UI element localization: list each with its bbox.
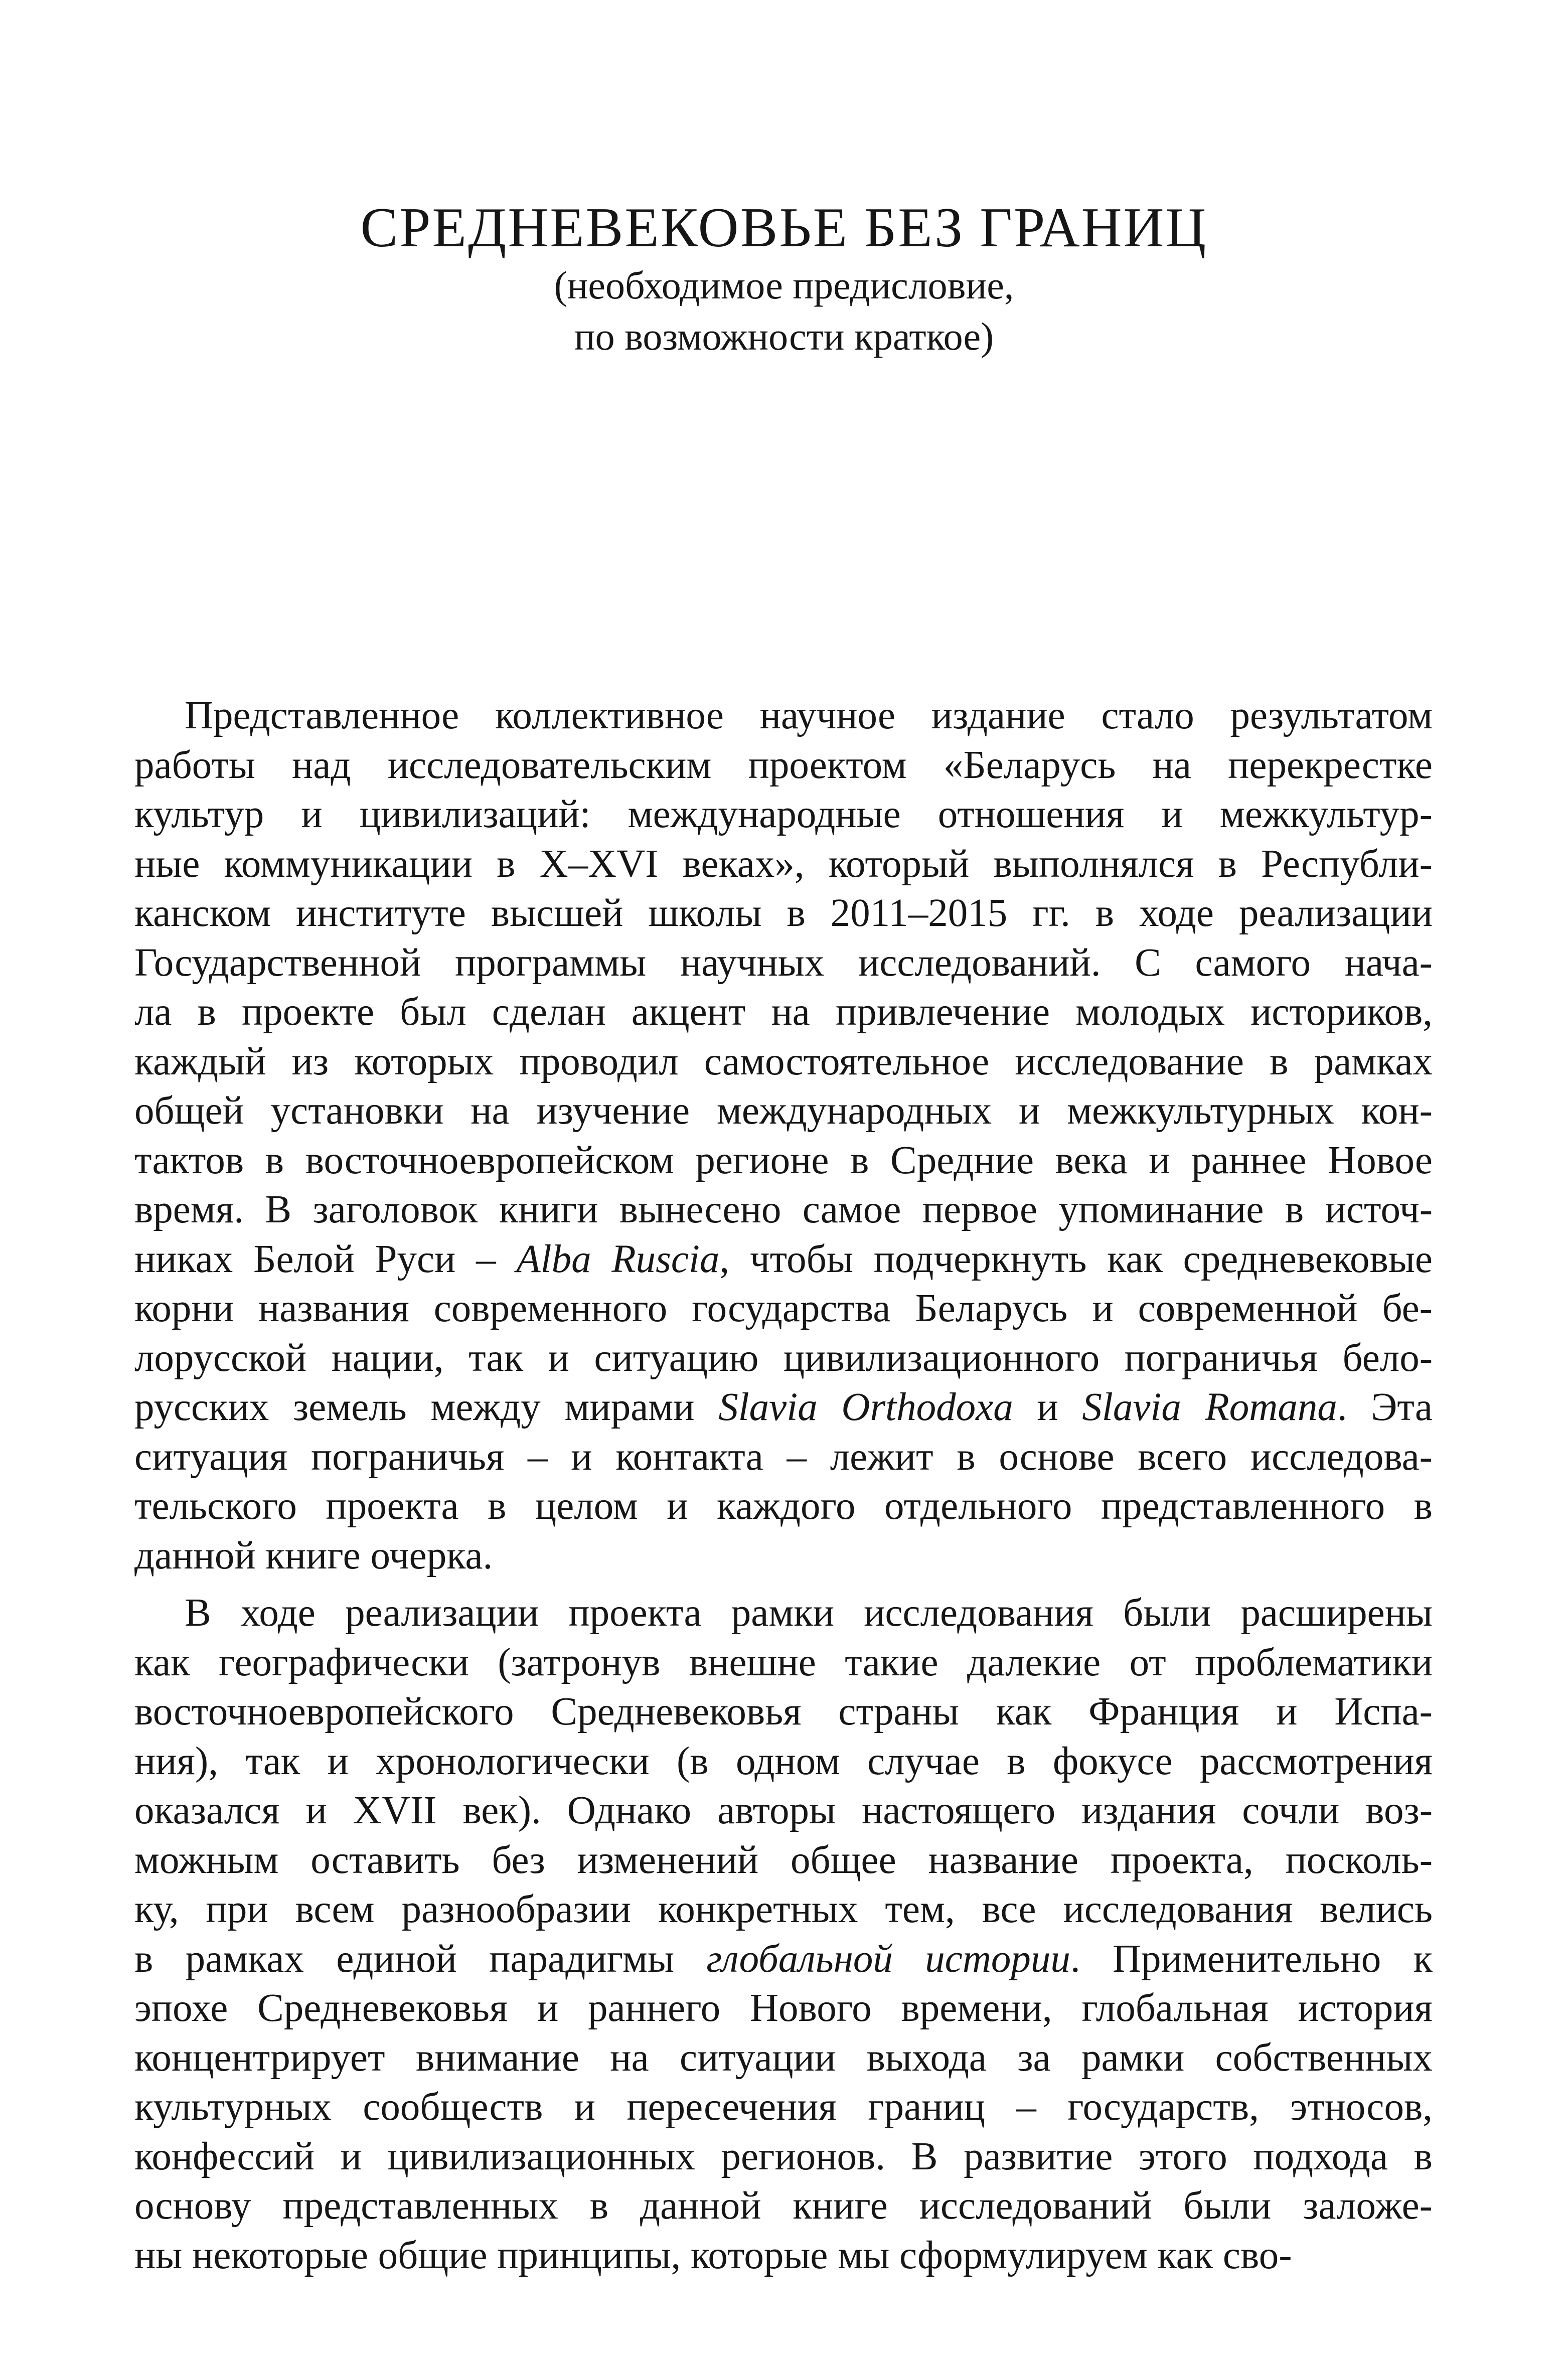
- paragraph: [134, 1589, 1433, 2280]
- text-line: [134, 1885, 1433, 1935]
- text-segment: лорусской нации, так и ситуацию цивилизационного пограничья бело-: [134, 1336, 1433, 1380]
- text-line: [134, 1935, 1433, 1984]
- text-segment: работы над исследовательским проектом «Беларусь на перекрестке: [134, 743, 1433, 787]
- chapter-subtitle-line-2: по возможности краткое): [574, 314, 994, 358]
- text-segment: корни названия современного государства Беларусь и современной бе-: [134, 1287, 1433, 1330]
- text-line: [134, 2181, 1433, 2231]
- text-segment: В ходе реализации проекта рамки исследования были расширены: [185, 1591, 1433, 1635]
- text-segment: культур и цивилизаций: международные отношения и межкультур-: [134, 793, 1433, 836]
- text-line: [134, 1185, 1433, 1235]
- text-line: [134, 1334, 1433, 1383]
- text-segment: эпохе Средневековья и раннего Нового времени, глобальная история: [134, 1986, 1433, 2030]
- text-segment: каждый из которых проводил самостоятельное исследование в рамках: [134, 1039, 1433, 1083]
- italic-text: глобальной истории: [706, 1937, 1070, 1981]
- text-segment: . Эта: [1337, 1385, 1433, 1429]
- text-line: [134, 889, 1433, 938]
- italic-text: Slavia Orthodoxa: [718, 1385, 1013, 1429]
- text-line: [134, 691, 1433, 741]
- text-segment: ния), так и хронологически (в одном случае в фокусе рассмотрения: [134, 1739, 1433, 1783]
- text-segment: ные коммуникации в X–XVI веках», который выполнялся в Республи-: [134, 842, 1433, 886]
- text-segment: в рамках единой парадигмы: [134, 1937, 707, 1981]
- text-segment: , чтобы подчеркнуть как средневековые: [719, 1237, 1433, 1281]
- text-segment: Представленное коллективное научное издание стало результатом: [185, 694, 1433, 737]
- text-line: [134, 1737, 1433, 1787]
- text-segment: ситуация пограничья – и контакта – лежит в основе всего исследова-: [134, 1435, 1433, 1479]
- text-line: [134, 1037, 1433, 1087]
- text-segment: можным оставить без изменений общее название проекта, посколь-: [134, 1838, 1433, 1882]
- text-line: [134, 840, 1433, 889]
- text-segment: тельского проекта в целом и каждого отдельного представленного в: [134, 1484, 1433, 1528]
- body-text: [134, 691, 1433, 2280]
- text-segment: ку, при всем разнообразии конкретных тем, все исследования велись: [134, 1888, 1433, 1931]
- text-segment: основу представленных в данной книге исследований были заложе-: [134, 2184, 1433, 2228]
- text-line: [134, 1687, 1433, 1737]
- chapter-title: СРЕДНЕВЕКОВЬЕ БЕЗ ГРАНИЦ: [360, 197, 1208, 259]
- text-line: [134, 988, 1433, 1037]
- text-line: [134, 1638, 1433, 1688]
- text-segment: концентрирует внимание на ситуации выхода за рамки собственных: [134, 2035, 1433, 2080]
- chapter-subtitle-line-1: (необходимое предисловие,: [554, 263, 1014, 307]
- text-segment: оказался и XVII век). Однако авторы настоящего издания сочли воз-: [134, 1789, 1433, 1832]
- italic-text: Alba Ruscia: [516, 1237, 720, 1281]
- text-segment: данной книге очерка.: [134, 1533, 493, 1578]
- text-line: [134, 790, 1433, 840]
- text-line: [134, 2033, 1433, 2083]
- text-line: [134, 1086, 1433, 1136]
- text-segment: конфессий и цивилизационных регионов. В развитие этого подхода в: [134, 2134, 1433, 2178]
- text-segment: тактов в восточноевропейском регионе в Средние века и раннее Новое: [134, 1138, 1433, 1182]
- text-segment: и: [1013, 1385, 1082, 1429]
- text-segment: русских земель между мирами: [134, 1385, 719, 1429]
- text-line: [134, 1984, 1433, 2033]
- italic-text: Slavia Romana: [1082, 1385, 1337, 1429]
- text-segment: время. В заголовок книги вынесено самое первое упоминание в источ-: [134, 1188, 1433, 1231]
- text-line: [134, 1836, 1433, 1885]
- text-line: [134, 1284, 1433, 1334]
- text-segment: канском институте высшей школы в 2011–2015 гг. в ходе реализации: [134, 891, 1433, 935]
- text-segment: восточноевропейского Средневековья страны как Франция и Испа-: [134, 1690, 1433, 1734]
- paragraph-spacer: [134, 1581, 1433, 1589]
- text-line: [134, 1589, 1433, 1638]
- chapter-heading: [0, 196, 1568, 362]
- text-segment: . Применительно к: [1070, 1937, 1433, 1981]
- text-line: [134, 938, 1433, 988]
- text-segment: ла в проекте был сделан акцент на привлечение молодых историков,: [134, 990, 1433, 1034]
- text-segment: ны некоторые общие принципы, которые мы сформулируем как сво-: [134, 2233, 1292, 2277]
- text-line: [134, 1433, 1433, 1482]
- text-line: [134, 1136, 1433, 1186]
- text-segment: Государственной программы научных исследований. С самого нача-: [134, 940, 1433, 985]
- text-line: [134, 1383, 1433, 1433]
- text-line: [134, 2231, 1433, 2281]
- text-line: [134, 1786, 1433, 1836]
- text-segment: культурных сообществ и пересечения границ – государств, этносов,: [134, 2085, 1433, 2129]
- text-line: [134, 2083, 1433, 2132]
- text-line: [134, 2132, 1433, 2182]
- text-segment: общей установки на изучение международных и межкультурных кон-: [134, 1089, 1433, 1133]
- text-line: [134, 1482, 1433, 1531]
- text-segment: никах Белой Руси –: [134, 1237, 517, 1281]
- text-segment: как географически (затронув внешне такие далекие от проблематики: [134, 1640, 1433, 1684]
- text-line: [134, 741, 1433, 791]
- text-line: [134, 1531, 1433, 1581]
- text-line: [134, 1235, 1433, 1285]
- paragraph: [134, 691, 1433, 1581]
